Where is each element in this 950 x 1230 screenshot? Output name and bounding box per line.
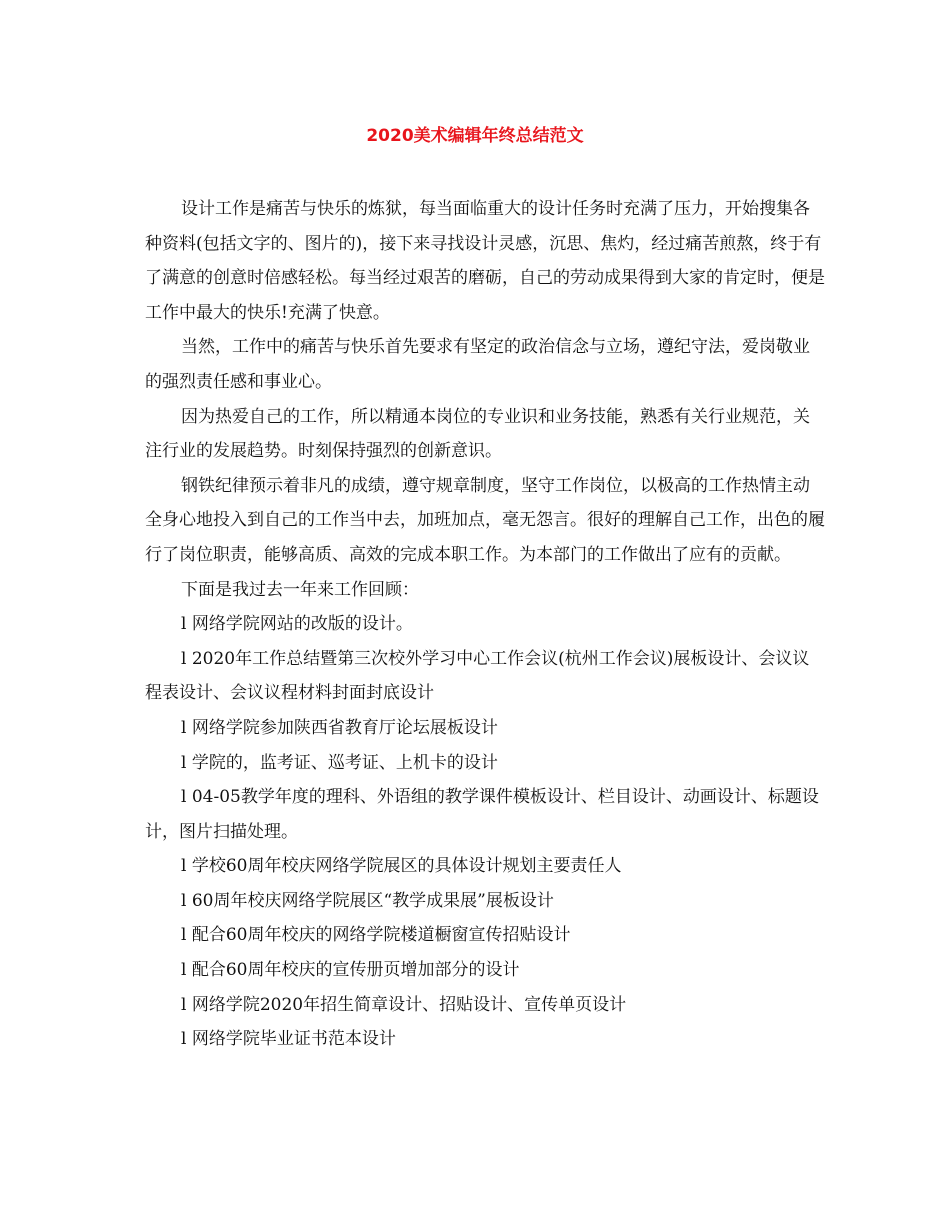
paragraph: 因为热爱自己的工作，所以精通本岗位的专业识和业务技能，熟悉有关行业规范，关注行业的发展趋势。时刻保持强烈的创新意识。 xyxy=(145,406,810,462)
list-item: l 网络学院毕业证书范本设计 xyxy=(181,1029,396,1050)
list-item: l 2020年工作总结暨第三次校外学习中心工作会议(杭州工作会议)展板设计、会议议程表设计、会议议程材料封面封底设计 xyxy=(145,648,810,704)
document-body xyxy=(145,192,825,1057)
list-item: l 网络学院2020年招生简章设计、招贴设计、宣传单页设计 xyxy=(181,994,627,1015)
list-item: l 04-05教学年度的理科、外语组的教学课件模板设计、栏目设计、动画设计、标题设计，图片扫描处理。 xyxy=(145,787,819,842)
list-item: l 60周年校庆网络学院展区“教学成果展”展板设计 xyxy=(181,890,554,911)
list-item: l 学校60周年校庆网络学院展区的具体设计规划主要责任人 xyxy=(181,856,622,877)
paragraph: 当然，工作中的痛苦与快乐首先要求有坚定的政治信念与立场，遵纪守法，爱岗敬业的强烈责任感和事业心。 xyxy=(145,337,810,392)
list-item: l 网络学院网站的改版的设计。 xyxy=(181,614,413,635)
paragraph: 下面是我过去一年来工作回顾： xyxy=(181,579,419,600)
list-item: l 配合60周年校庆的宣传册页增加部分的设计 xyxy=(181,960,520,981)
document-title: 2020美术编辑年终总结范文 xyxy=(366,126,584,146)
paragraph: 设计工作是痛苦与快乐的炼狱，每当面临重大的设计任务时充满了压力，开始搜集各种资料(包括文字的、图片的)，接下来寻找设计灵感，沉思、焦灼，经过痛苦煎熬，终于有了满意的创意时倍感轻松。每当经过艰苦的磨砺，自己的劳动成果得到大家的肯定时，便是工作中最大的快乐!充满了快意。 xyxy=(145,199,825,323)
paragraph: 钢铁纪律预示着非凡的成绩，遵守规章制度，坚守工作岗位，以极高的工作热情主动全身心地投入到自己的工作当中去，加班加点，毫无怨言。很好的理解自己工作，出色的履行了岗位职责，能够高质、高效的完成本职工作。为本部门的工作做出了应有的贡献。 xyxy=(145,475,825,565)
list-item: l 网络学院参加陕西省教育厅论坛展板设计 xyxy=(181,717,498,738)
list-item: l 配合60周年校庆的网络学院楼道橱窗宣传招贴设计 xyxy=(181,925,571,946)
list-item: l 学院的，监考证、巡考证、上机卡的设计 xyxy=(181,752,498,773)
